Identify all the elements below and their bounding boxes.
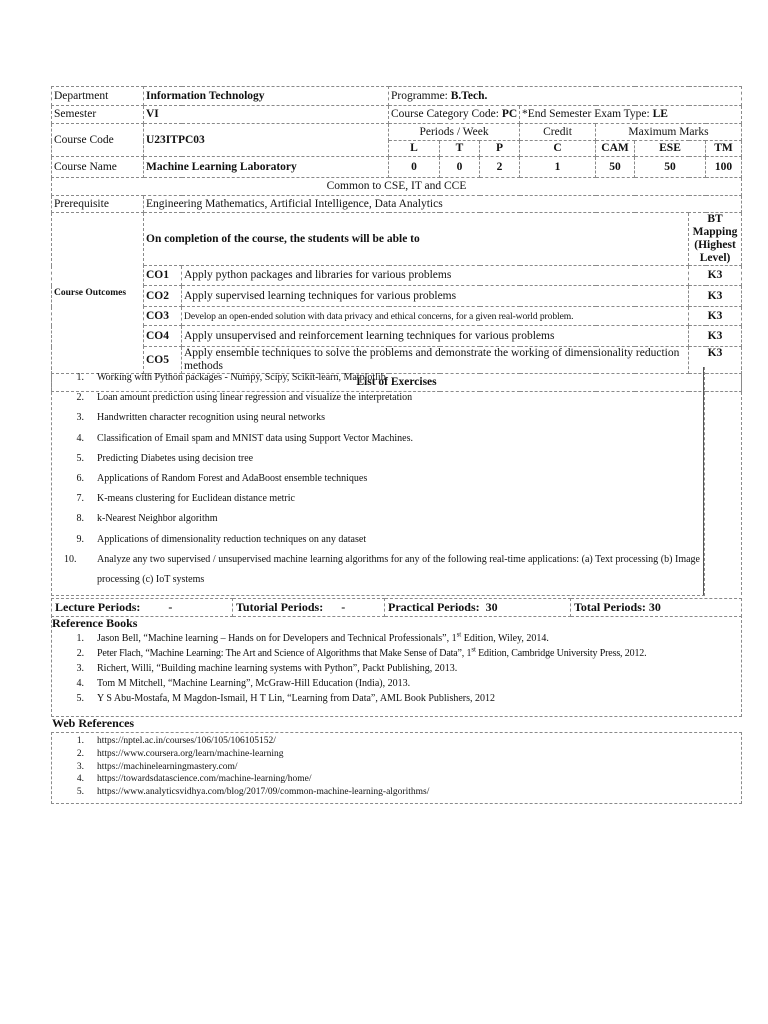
val-c: 1 (520, 157, 596, 178)
col-l: L (389, 141, 440, 157)
item-text: Predicting Diabetes using decision tree (97, 452, 254, 464)
lecture-periods (52, 599, 233, 617)
item-text: Analyze any two supervised / unsupervised machine learning algorithms for any of the following real-time applications: (a) Text processing (b) Image processing (c) IoT systems (97, 553, 700, 586)
list-item (70, 388, 702, 408)
co-text: Develop an open-ended solution with data privacy and ethical concerns, for a given real-world problem. (182, 307, 689, 326)
val-ese: 50 (635, 157, 706, 178)
practical-periods (385, 599, 571, 617)
course-header-table (51, 86, 741, 392)
item-number: 3. (76, 412, 84, 424)
item-number: 4. (76, 432, 84, 444)
list-item (70, 748, 740, 761)
reference-books-title: Reference Books (52, 616, 138, 630)
course-code-value: U23ITPC03 (144, 124, 389, 157)
programme-cell (389, 87, 742, 106)
item-number: 6. (76, 473, 84, 485)
semester-value: VI (144, 106, 389, 124)
programme-value: B.Tech. (450, 89, 488, 102)
tutorial-periods (233, 599, 385, 617)
item-text: Applications of dimensionality reduction techniques on any dataset (97, 533, 367, 545)
category-label: Course Category Code: (391, 108, 499, 120)
co-bt: K3 (689, 307, 742, 326)
item-number: 5. (76, 452, 84, 464)
practical-label: Practical Periods: (388, 600, 480, 614)
max-marks-label: Maximum Marks (596, 124, 742, 141)
item-text: Applications of Random Forest and AdaBoost ensemble techniques (97, 473, 368, 485)
category-value: PC (501, 108, 518, 120)
item-number: 2. (76, 648, 84, 659)
col-tm: TM (706, 141, 742, 157)
co-text: Apply ensemble techniques to solve the problems and demonstrate the working of dimensionality reduction methods (182, 347, 689, 374)
item-text-end: Edition, Cambridge University Press, 2012. (475, 648, 647, 659)
item-number: 3. (76, 663, 84, 674)
item-text: Working with Python packages - Numpy, Scipy, Scikit-learn, Matplotlib (97, 372, 386, 383)
web-link[interactable]: https://towardsdatascience.com/machine-learning/home/ (97, 774, 312, 785)
list-item (70, 509, 702, 529)
credit-label: Credit (520, 124, 596, 141)
col-t: T (440, 141, 480, 157)
item-number: 4. (76, 774, 84, 785)
item-text: Loan amount prediction using linear regression and visualize the interpretation (97, 392, 413, 404)
list-item (64, 550, 702, 590)
item-text: Peter Flach, “Machine Learning: The Art and Science of Algorithms that Make Sense of Data”, 1 (97, 648, 472, 659)
item-number: 2. (76, 392, 84, 404)
prerequisite-label: Prerequisite (52, 196, 144, 213)
item-number: 10. (64, 553, 77, 565)
co-text: Apply unsupervised and reinforcement learning techniques for various problems (182, 326, 689, 347)
item-number: 2. (76, 748, 84, 759)
item-text: Richert, Willi, “Building machine learning systems with Python”, Packt Publishing, 2013. (97, 663, 458, 674)
list-item (70, 489, 702, 509)
common-to: Common to CSE, IT and CCE (52, 178, 742, 196)
total-value: 30 (648, 600, 661, 614)
course-name-value: Machine Learning Laboratory (144, 157, 389, 178)
web-link[interactable]: https://nptel.ac.in/courses/106/105/106105152/ (97, 736, 276, 746)
prerequisite-value: Engineering Mathematics, Artificial Intelligence, Data Analytics (144, 196, 742, 213)
lecture-label: Lecture Periods: (55, 600, 141, 614)
co-bt: K3 (689, 266, 742, 286)
exam-type-cell (520, 106, 742, 124)
web-references-title: Web References (52, 716, 135, 730)
department-value: Information Technology (144, 87, 389, 106)
col-c: C (520, 141, 596, 157)
list-item (70, 408, 702, 428)
web-link[interactable]: https://machinelearningmastery.com/ (97, 761, 238, 772)
list-item (70, 786, 740, 799)
total-periods (571, 599, 742, 617)
semester-label: Semester (52, 106, 144, 124)
list-item (70, 469, 702, 489)
col-ese: ESE (635, 141, 706, 157)
list-item (70, 676, 740, 691)
co-code: CO5 (144, 347, 182, 374)
bt-mapping-heading: BT Mapping (Highest Level) (689, 213, 742, 266)
item-number: 8. (76, 513, 84, 525)
item-text: k-Nearest Neighbor algorithm (97, 513, 218, 525)
reference-books-list (70, 631, 740, 706)
item-text: K-means clustering for Euclidean distance metric (97, 493, 295, 505)
val-t: 0 (440, 157, 480, 178)
outcomes-intro: On completion of the course, the students will be able to (144, 213, 689, 266)
list-item (70, 631, 740, 646)
item-text-end: Edition, Wiley, 2014. (461, 633, 549, 644)
co-bt: K3 (689, 326, 742, 347)
list-item (70, 646, 740, 661)
co-bt: K3 (689, 347, 742, 374)
superscript: st (471, 645, 476, 654)
co-bt: K3 (689, 286, 742, 307)
exam-type-label: *End Semester Exam Type: (522, 108, 650, 120)
item-number: 5. (76, 693, 84, 704)
item-text: Tom M Mitchell, “Machine Learning”, McGraw-Hill Education (India), 2013. (97, 678, 411, 689)
item-number: 3. (76, 761, 84, 772)
item-number: 4. (76, 678, 84, 689)
item-number: 1. (76, 736, 84, 746)
course-name-label: Course Name (52, 157, 144, 178)
list-item (70, 530, 702, 550)
item-number: 1. (76, 633, 84, 644)
web-references-list (70, 735, 740, 799)
item-text: Y S Abu-Mostafa, M Magdon-Ismail, H T Lin, “Learning from Data”, AML Book Publishers, 2012 (97, 693, 496, 704)
co-text: Apply supervised learning techniques for various problems (182, 286, 689, 307)
list-item (70, 735, 740, 748)
val-tm: 100 (706, 157, 742, 178)
list-item (70, 449, 702, 469)
exercises-list (64, 368, 702, 590)
superscript: st (456, 630, 462, 639)
val-cam: 50 (596, 157, 635, 178)
item-number: 7. (76, 493, 84, 505)
department-label: Department (52, 87, 144, 106)
col-cam: CAM (596, 141, 635, 157)
lecture-value: - (168, 600, 173, 614)
practical-value: 30 (485, 600, 498, 614)
exercises-side-column (703, 367, 742, 595)
tutorial-value: - (341, 600, 346, 614)
val-p: 2 (480, 157, 520, 178)
list-item (70, 773, 740, 786)
exam-type-value: LE (652, 108, 668, 120)
item-text: Jason Bell, “Machine learning – Hands on for Developers and Technical Professionals”, 1 (97, 633, 457, 644)
list-item (70, 368, 702, 388)
col-p: P (480, 141, 520, 157)
web-link[interactable]: https://www.coursera.org/learn/machine-learning (97, 748, 284, 759)
val-l: 0 (389, 157, 440, 178)
list-item (70, 429, 702, 449)
category-cell (389, 106, 520, 124)
course-code-label: Course Code (52, 124, 144, 157)
tutorial-label: Tutorial Periods: (236, 600, 324, 614)
item-text: Handwritten character recognition using neural networks (97, 412, 325, 424)
co-code: CO4 (144, 326, 182, 347)
total-label: Total Periods: (574, 600, 646, 614)
web-link[interactable]: https://www.analyticsvidhya.com/blog/2017/09/common-machine-learning-algorithms/ (97, 787, 430, 798)
item-number: 9. (76, 533, 84, 545)
item-number: 1. (76, 372, 84, 383)
co-code: CO1 (144, 266, 182, 286)
co-text: Apply python packages and libraries for various problems (182, 266, 689, 286)
exercises-title: List of Exercises (52, 374, 742, 392)
list-item (70, 761, 740, 774)
course-outcomes-label: Course Outcomes (52, 213, 144, 374)
list-item (70, 691, 740, 706)
item-text: Classification of Email spam and MNIST data using Support Vector Machines. (97, 432, 413, 444)
co-code: CO2 (144, 286, 182, 307)
programme-label: Programme: (391, 89, 448, 102)
periods-week-label: Periods / Week (389, 124, 520, 141)
item-number: 5. (76, 787, 84, 798)
co-code: CO3 (144, 307, 182, 326)
list-item (70, 661, 740, 676)
